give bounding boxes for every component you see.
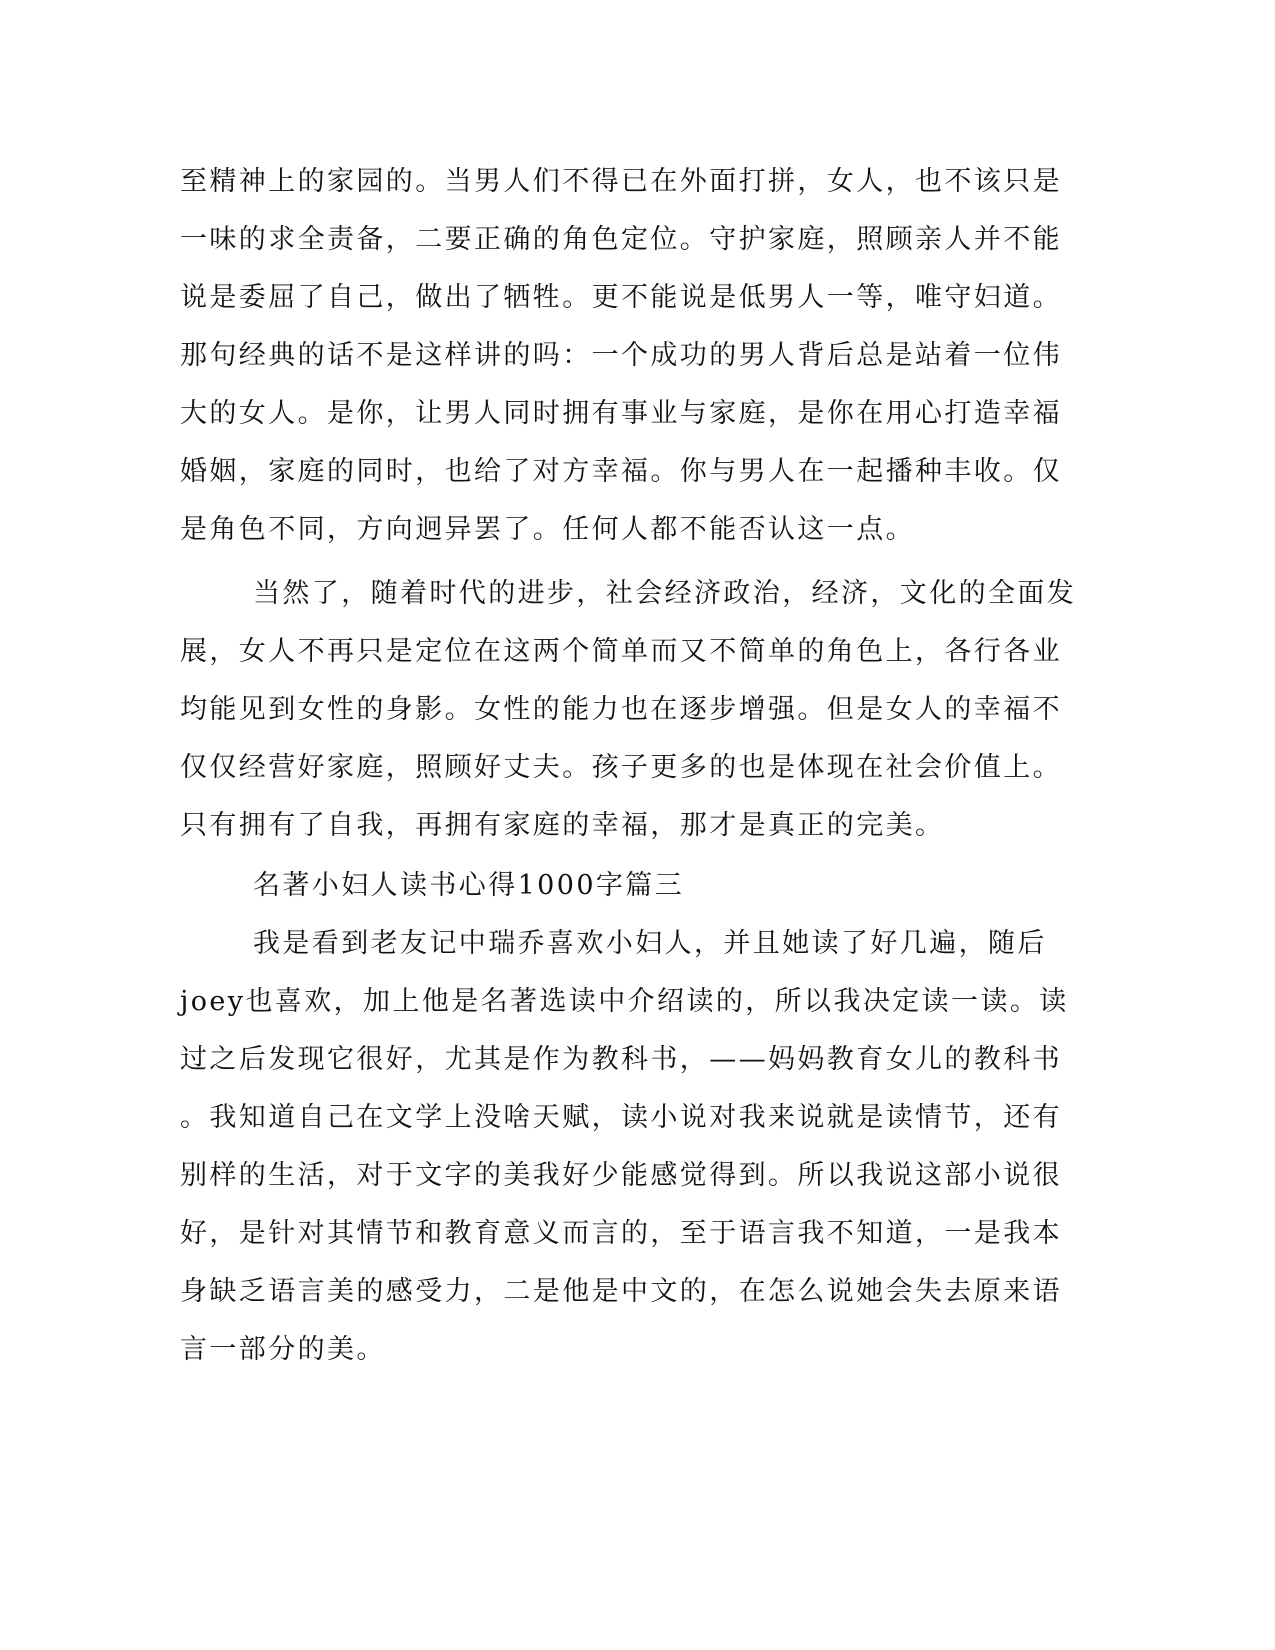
paragraph-line: 别样的生活，对于文字的美我好少能感觉得到。所以我说这部小说很 (180, 1160, 1062, 1191)
section-heading: 名著小妇人读书心得1000字篇三 (253, 870, 685, 901)
paragraph-line: 我是看到老友记中瑞乔喜欢小妇人，并且她读了好几遍，随后 (253, 928, 1047, 959)
paragraph-line: 一味的求全责备，二要正确的角色定位。守护家庭，照顾亲人并不能 (180, 224, 1062, 255)
paragraph-line: 只有拥有了自我，再拥有家庭的幸福，那才是真正的完美。 (180, 810, 945, 841)
paragraph-line: 展，女人不再只是定位在这两个简单而又不简单的角色上，各行各业 (180, 636, 1062, 667)
paragraph-line: 婚姻，家庭的同时，也给了对方幸福。你与男人在一起播种丰收。仅 (180, 456, 1062, 487)
paragraph-line: 那句经典的话不是这样讲的吗：一个成功的男人背后总是站着一位伟 (180, 340, 1062, 371)
paragraph-line: 当然了，随着时代的进步，社会经济政治，经济，文化的全面发 (253, 578, 1077, 609)
paragraph-line: 至精神上的家园的。当男人们不得已在外面打拼，女人，也不该只是 (180, 166, 1062, 197)
paragraph-line: 均能见到女性的身影。女性的能力也在逐步增强。但是女人的幸福不 (180, 694, 1062, 725)
paragraph-line: 好，是针对其情节和教育意义而言的，至于语言我不知道，一是我本 (180, 1218, 1062, 1249)
paragraph-line: 是角色不同，方向迥异罢了。任何人都不能否认这一点。 (180, 514, 915, 545)
paragraph-line: 身缺乏语言美的感受力，二是他是中文的，在怎么说她会失去原来语 (180, 1276, 1062, 1307)
paragraph-line: 大的女人。是你，让男人同时拥有事业与家庭，是你在用心打造幸福 (180, 398, 1062, 429)
paragraph-line: 。我知道自己在文学上没啥天赋，读小说对我来说就是读情节，还有 (180, 1102, 1062, 1133)
paragraph-line: 仅仅经营好家庭，照顾好丈夫。孩子更多的也是体现在社会价值上。 (180, 752, 1062, 783)
paragraph-line: 过之后发现它很好，尤其是作为教科书，——妈妈教育女儿的教科书 (180, 1044, 1062, 1075)
paragraph-line: 说是委屈了自己，做出了牺牲。更不能说是低男人一等，唯守妇道。 (180, 282, 1062, 313)
paragraph-line: 言一部分的美。 (180, 1334, 386, 1365)
paragraph-line: joey也喜欢，加上他是名著选读中介绍读的，所以我决定读一读。读 (180, 986, 1069, 1017)
